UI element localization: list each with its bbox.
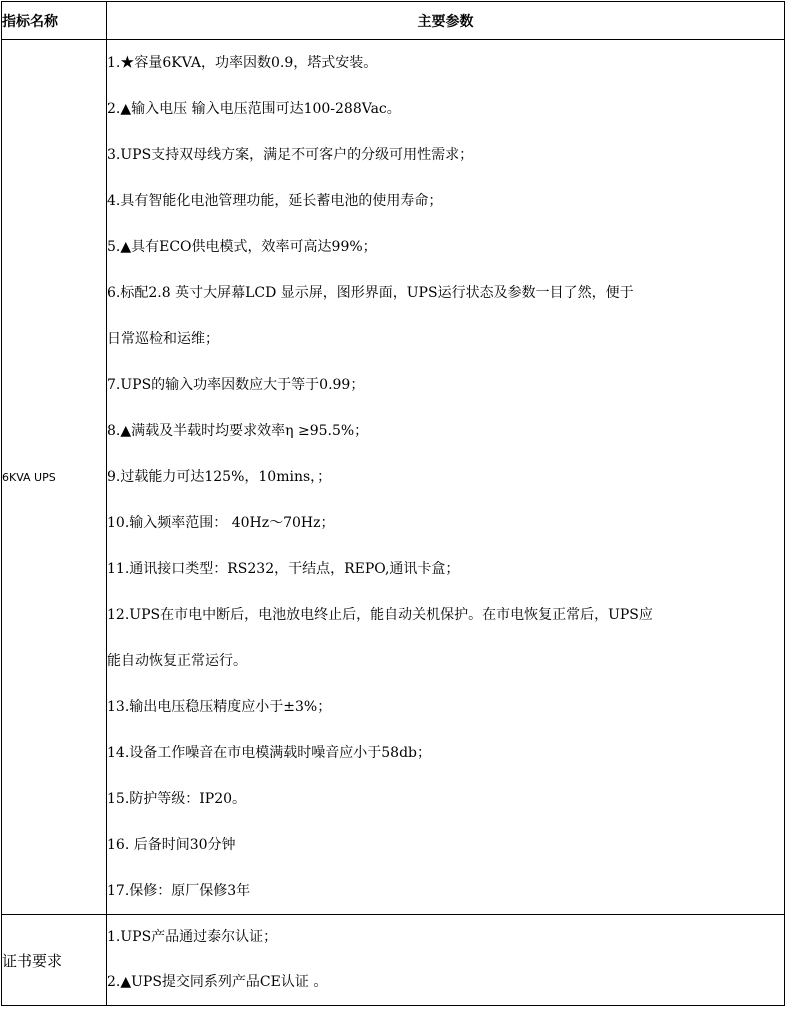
table-header-row bbox=[2, 2, 785, 40]
param-line: 能自动恢复正常运行。 bbox=[107, 653, 247, 669]
table-row-certificate bbox=[2, 915, 785, 1006]
param-line: 11.通讯接口类型：RS232，干结点，REPO,通讯卡盒； bbox=[107, 561, 460, 577]
row-params-certificate bbox=[107, 915, 785, 1006]
table-row-ups bbox=[2, 40, 785, 915]
param-line: 1.UPS产品通过泰尔认证； bbox=[107, 929, 278, 945]
param-line: 5.▲具有ECO供电模式，效率可高达99%； bbox=[107, 239, 377, 255]
param-line: 17.保修：原厂保修3年 bbox=[107, 883, 251, 899]
param-line: 2.▲UPS提交同系列产品CE认证 。 bbox=[107, 974, 328, 990]
param-line: 2.▲输入电压 输入电压范围可达100-288Vac。 bbox=[107, 101, 401, 117]
param-line: 1.★容量6KVA，功率因数0.9，塔式安装。 bbox=[107, 55, 378, 71]
spec-table bbox=[1, 1, 785, 1006]
param-line: 8.▲满载及半载时均要求效率η ≥95.5%； bbox=[107, 423, 369, 439]
param-line: 12.UPS在市电中断后，电池放电终止后，能自动关机保护。在市电恢复正常后，UPS应 bbox=[107, 607, 653, 623]
header-indicator-name: 指标名称 bbox=[2, 2, 107, 40]
param-line: 3.UPS支持双母线方案，满足不可客户的分级可用性需求； bbox=[107, 147, 474, 163]
param-line: 7.UPS的输入功率因数应大于等于0.99； bbox=[107, 377, 365, 393]
param-line: 日常巡检和运维； bbox=[107, 331, 219, 347]
param-line: 4.具有智能化电池管理功能，延长蓄电池的使用寿命； bbox=[107, 193, 443, 209]
row-label-certificate: 证书要求 bbox=[2, 915, 107, 1006]
param-line: 15.防护等级：IP20。 bbox=[107, 791, 247, 807]
param-line: 10.输入频率范围： 40Hz～70Hz； bbox=[107, 515, 335, 531]
header-main-params: 主要参数 bbox=[107, 2, 785, 40]
param-line: 6.标配2.8 英寸大屏幕LCD 显示屏，图形界面，UPS运行状态及参数一目了然，便于 bbox=[107, 285, 634, 301]
param-line: 14.设备工作噪音在市电模满载时噪音应小于58db； bbox=[107, 745, 432, 761]
param-line: 16. 后备时间30分钟 bbox=[107, 837, 236, 853]
row-params-ups bbox=[107, 40, 785, 915]
param-line: 13.输出电压稳压精度应小于±3%； bbox=[107, 699, 332, 715]
param-line: 9.过载能力可达125%，10mins，； bbox=[107, 469, 332, 485]
row-label-ups: 6KVA UPS bbox=[2, 40, 107, 915]
